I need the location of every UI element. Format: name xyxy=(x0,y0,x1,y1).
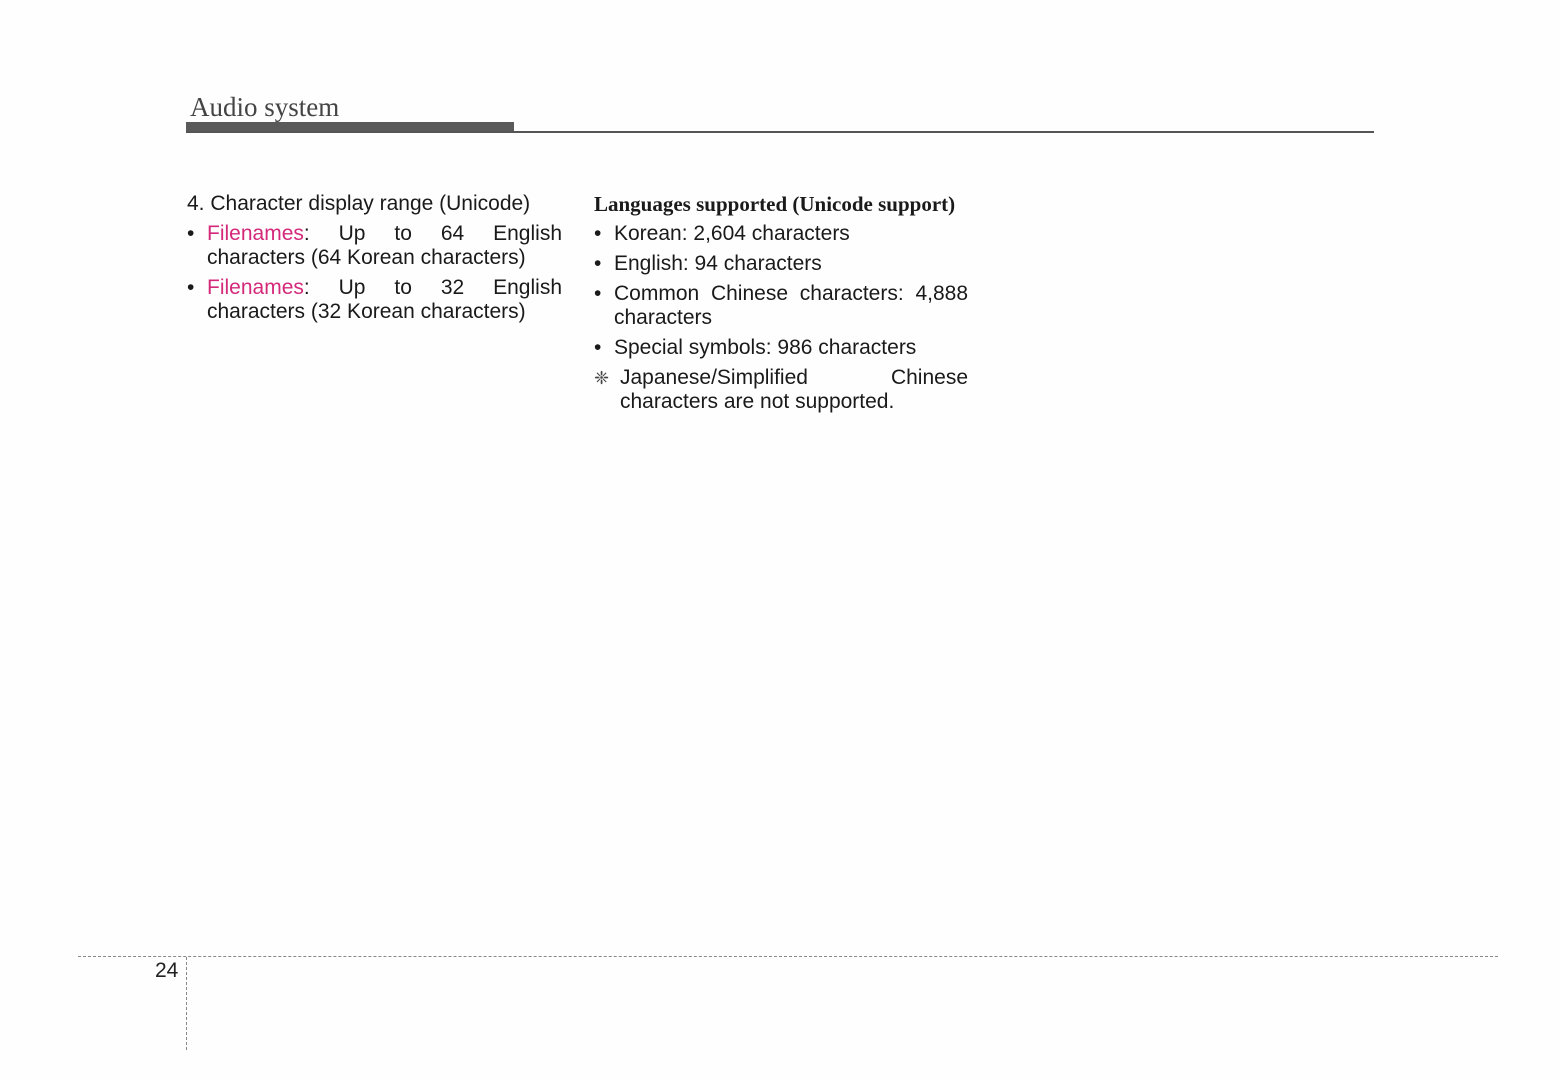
bullet-icon: • xyxy=(594,222,602,245)
page-number: 24 xyxy=(155,959,179,982)
note-symbol-icon: ❈ xyxy=(594,368,610,388)
languages-list xyxy=(594,222,968,414)
bullet-icon: • xyxy=(187,222,195,245)
languages-heading: Languages supported (Unicode support) xyxy=(594,192,956,216)
list-item-text: Korean: 2,604 characters xyxy=(614,222,850,245)
list-item-text: : Up to 32 English characters (32 Korean characters) xyxy=(207,276,562,323)
bullet-icon: • xyxy=(594,336,602,359)
section-title: Audio system xyxy=(190,92,340,122)
list-item xyxy=(594,282,968,330)
character-range-heading: 4. Character display range (Unicode) xyxy=(187,192,531,215)
footer-rule xyxy=(78,956,1498,957)
list-item xyxy=(594,222,968,246)
bullet-icon: • xyxy=(187,276,195,299)
list-item-text: Special symbols: 986 characters xyxy=(614,336,917,359)
filenames-label: Filenames xyxy=(207,276,304,299)
right-column xyxy=(594,192,968,420)
left-column xyxy=(187,192,562,330)
note-item xyxy=(594,366,968,414)
filenames-label: Filenames xyxy=(207,222,304,245)
list-item xyxy=(187,276,562,324)
filename-limits-list xyxy=(187,222,562,324)
list-item xyxy=(594,336,968,360)
footer-divider xyxy=(186,957,187,1050)
bullet-icon: • xyxy=(594,282,602,305)
list-item-text: : Up to 64 English characters (64 Korean characters) xyxy=(207,222,562,269)
title-rule xyxy=(186,131,1374,133)
list-item-text: English: 94 characters xyxy=(614,252,822,275)
list-item xyxy=(594,252,968,276)
bullet-icon: • xyxy=(594,252,602,275)
list-item-text: Common Chinese characters: 4,888 characters xyxy=(614,282,968,329)
list-item xyxy=(187,222,562,270)
note-text: Japanese/Simplified Chinese characters are not supported. xyxy=(620,366,968,413)
